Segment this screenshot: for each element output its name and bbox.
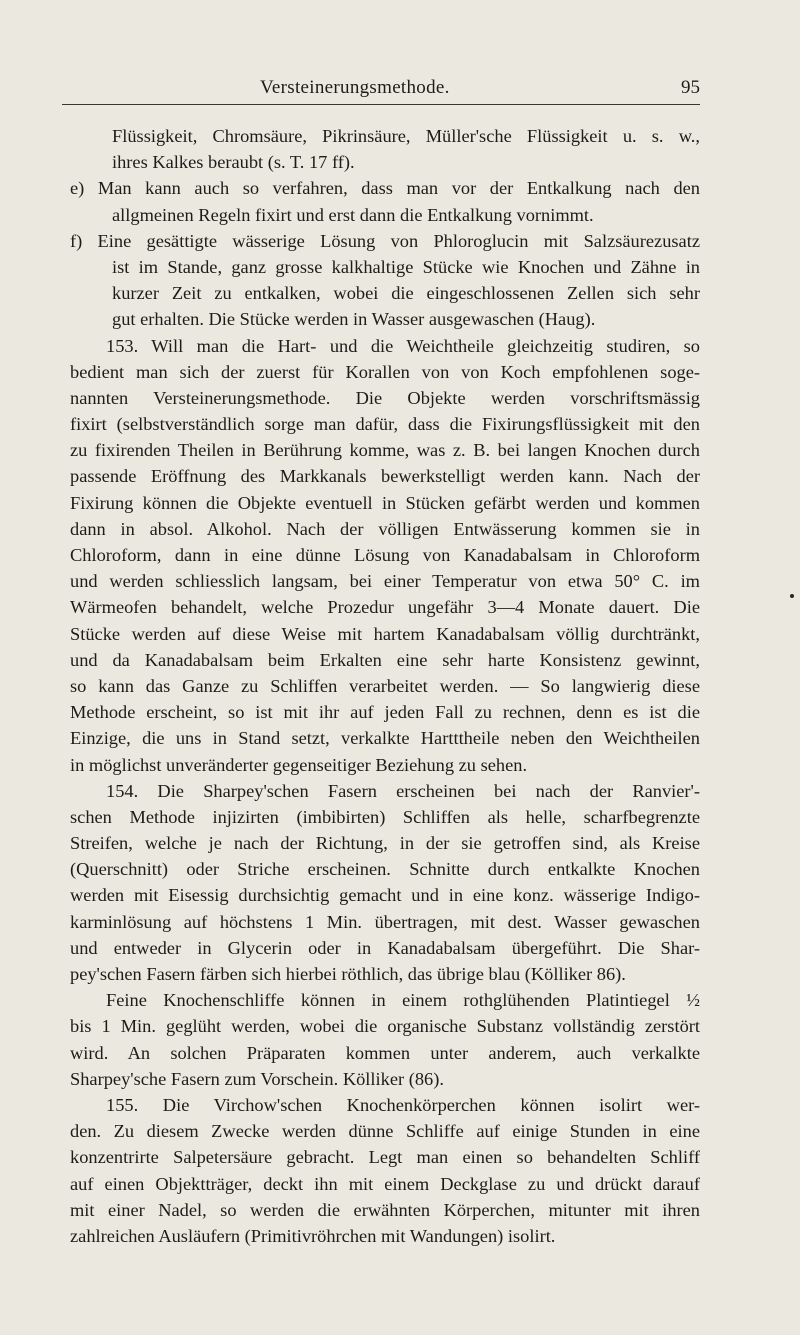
text-line: karminlösung auf höchstens 1 Min. übertragen, mit dest. Wasser gewaschen (70, 911, 700, 932)
text-line: und da Kanadabalsam beim Erkalten eine sehr harte Konsistenz gewinnt, (70, 649, 700, 670)
body-text (70, 123, 700, 1249)
text-line: dann in absol. Alkohol. Nach der völligen Entwässerung kommen sie in (70, 518, 700, 539)
text-line: fixirt (selbstverständlich sorge man dafür, dass die Fixirungsflüssigkeit mit den (70, 414, 700, 435)
text-line: Chloroform, dann in eine dünne Lösung von Kanadabalsam in Chloroform (70, 545, 700, 565)
text-line: zahlreichen Ausläufern (Primitivröhrchen mit Wandungen) isolirt. (70, 1225, 556, 1246)
text-line: ist im Stande, ganz grosse kalkhaltige Stücke wie Knochen und Zähne in (112, 256, 700, 277)
text-line: konzentrirte Salpetersäure gebracht. Legt man einen so behandelten Schliff (70, 1147, 700, 1168)
text-line: zu fixirenden Theilen in Berührung komme, was z. B. bei langen Knochen durch (70, 440, 700, 461)
text-line: ihres Kalkes beraubt (s. T. 17 ff). (112, 152, 355, 173)
text-line: in möglichst unveränderter gegenseitiger Beziehung zu sehen. (70, 754, 528, 775)
running-title: Versteinerungsmethode. (260, 77, 450, 98)
margin-speck (790, 594, 794, 598)
text-line: so kann das Ganze zu Schliffen verarbeitet werden. — So langwierig diese (70, 675, 700, 696)
page-number: 95 (681, 77, 700, 98)
text-line: mit einer Nadel, so werden die erwähnten Körperchen, mitunter mit ihren (70, 1199, 700, 1220)
text-line: 153. Will man die Hart- und die Weichtheile gleichzeitig studiren, so (106, 335, 700, 356)
text-line: Fixirung können die Objekte eventuell in Stücken gefärbt werden und kommen (70, 492, 700, 513)
text-line: 154. Die Sharpey'schen Fasern erscheinen bei nach der Ranvier'- (106, 780, 700, 801)
text-line: passende Eröffnung des Markkanals bewerkstelligt werden kann. Nach der (70, 466, 700, 487)
text-line: allgmeinen Regeln fixirt und erst dann die Entkalkung vornimmt. (112, 204, 594, 225)
text-line: bis 1 Min. geglüht werden, wobei die organische Substanz vollständig zerstört (70, 1016, 700, 1037)
text-line: wird. An solchen Präparaten kommen unter anderem, auch verkalkte (70, 1042, 700, 1063)
text-line: pey'schen Fasern färben sich hierbei röthlich, das übrige blau (Kölliker 86). (70, 964, 626, 984)
header-rule (62, 104, 700, 105)
text-line: Feine Knochenschliffe können in einem rothglühenden Platintiegel ½ (106, 990, 700, 1011)
text-line: Sharpey'sche Fasern zum Vorschein. Kölliker (86). (70, 1068, 444, 1089)
text-line: schen Methode injizirten (imbibirten) Schliffen als helle, scharfbegrenzte (70, 806, 700, 827)
text-line: auf einen Objektträger, deckt ihn mit einem Deckglase zu und drückt darauf (70, 1173, 700, 1194)
text-line: Methode erscheint, so ist mit ihr auf jeden Fall zu rechnen, denn es ist die (70, 702, 700, 723)
text-line: Wärmeofen behandelt, welche Prozedur ungefähr 3—4 Monate dauert. Die (70, 597, 700, 618)
text-line: f) Eine gesättigte wässerige Lösung von Phloroglucin mit Salzsäurezusatz (70, 230, 700, 251)
text-line: kurzer Zeit zu entkalken, wobei die eingeschlossenen Zellen sich sehr (112, 283, 700, 304)
text-line: Einzige, die uns in Stand setzt, verkalkte Hartttheile neben den Weichtheilen (70, 728, 700, 749)
text-line: nannten Versteinerungsmethode. Die Objekte werden vorschriftsmässig (70, 387, 700, 408)
text-line: bedient man sich der zuerst für Korallen von von Koch empfohlenen soge- (70, 361, 700, 382)
text-line: und werden schliesslich langsam, bei einer Temperatur von etwa 50° C. im (70, 571, 700, 592)
text-line: Stücke werden auf diese Weise mit hartem Kanadabalsam völlig durchtränkt, (70, 623, 700, 644)
running-header (60, 77, 700, 105)
text-line: e) Man kann auch so verfahren, dass man vor der Entkalkung nach den (70, 178, 700, 199)
text-line: (Querschnitt) oder Striche erscheinen. Schnitte durch entkalkte Knochen (70, 859, 700, 880)
text-line: 155. Die Virchow'schen Knochenkörperchen können isolirt wer- (106, 1094, 700, 1115)
text-line: und entweder in Glycerin oder in Kanadabalsam übergeführt. Die Shar- (70, 937, 700, 958)
text-line: werden mit Eisessig durchsichtig gemacht und in eine konz. wässerige Indigo- (70, 885, 700, 906)
text-line: Flüssigkeit, Chromsäure, Pikrinsäure, Müller'sche Flüssigkeit u. s. w., (112, 126, 700, 146)
text-line: Streifen, welche je nach der Richtung, in der sie getroffen sind, als Kreise (70, 833, 700, 854)
text-line: gut erhalten. Die Stücke werden in Wasser ausgewaschen (Haug). (112, 309, 596, 330)
text-line: den. Zu diesem Zwecke werden dünne Schliffe auf einige Stunden in eine (70, 1121, 700, 1142)
